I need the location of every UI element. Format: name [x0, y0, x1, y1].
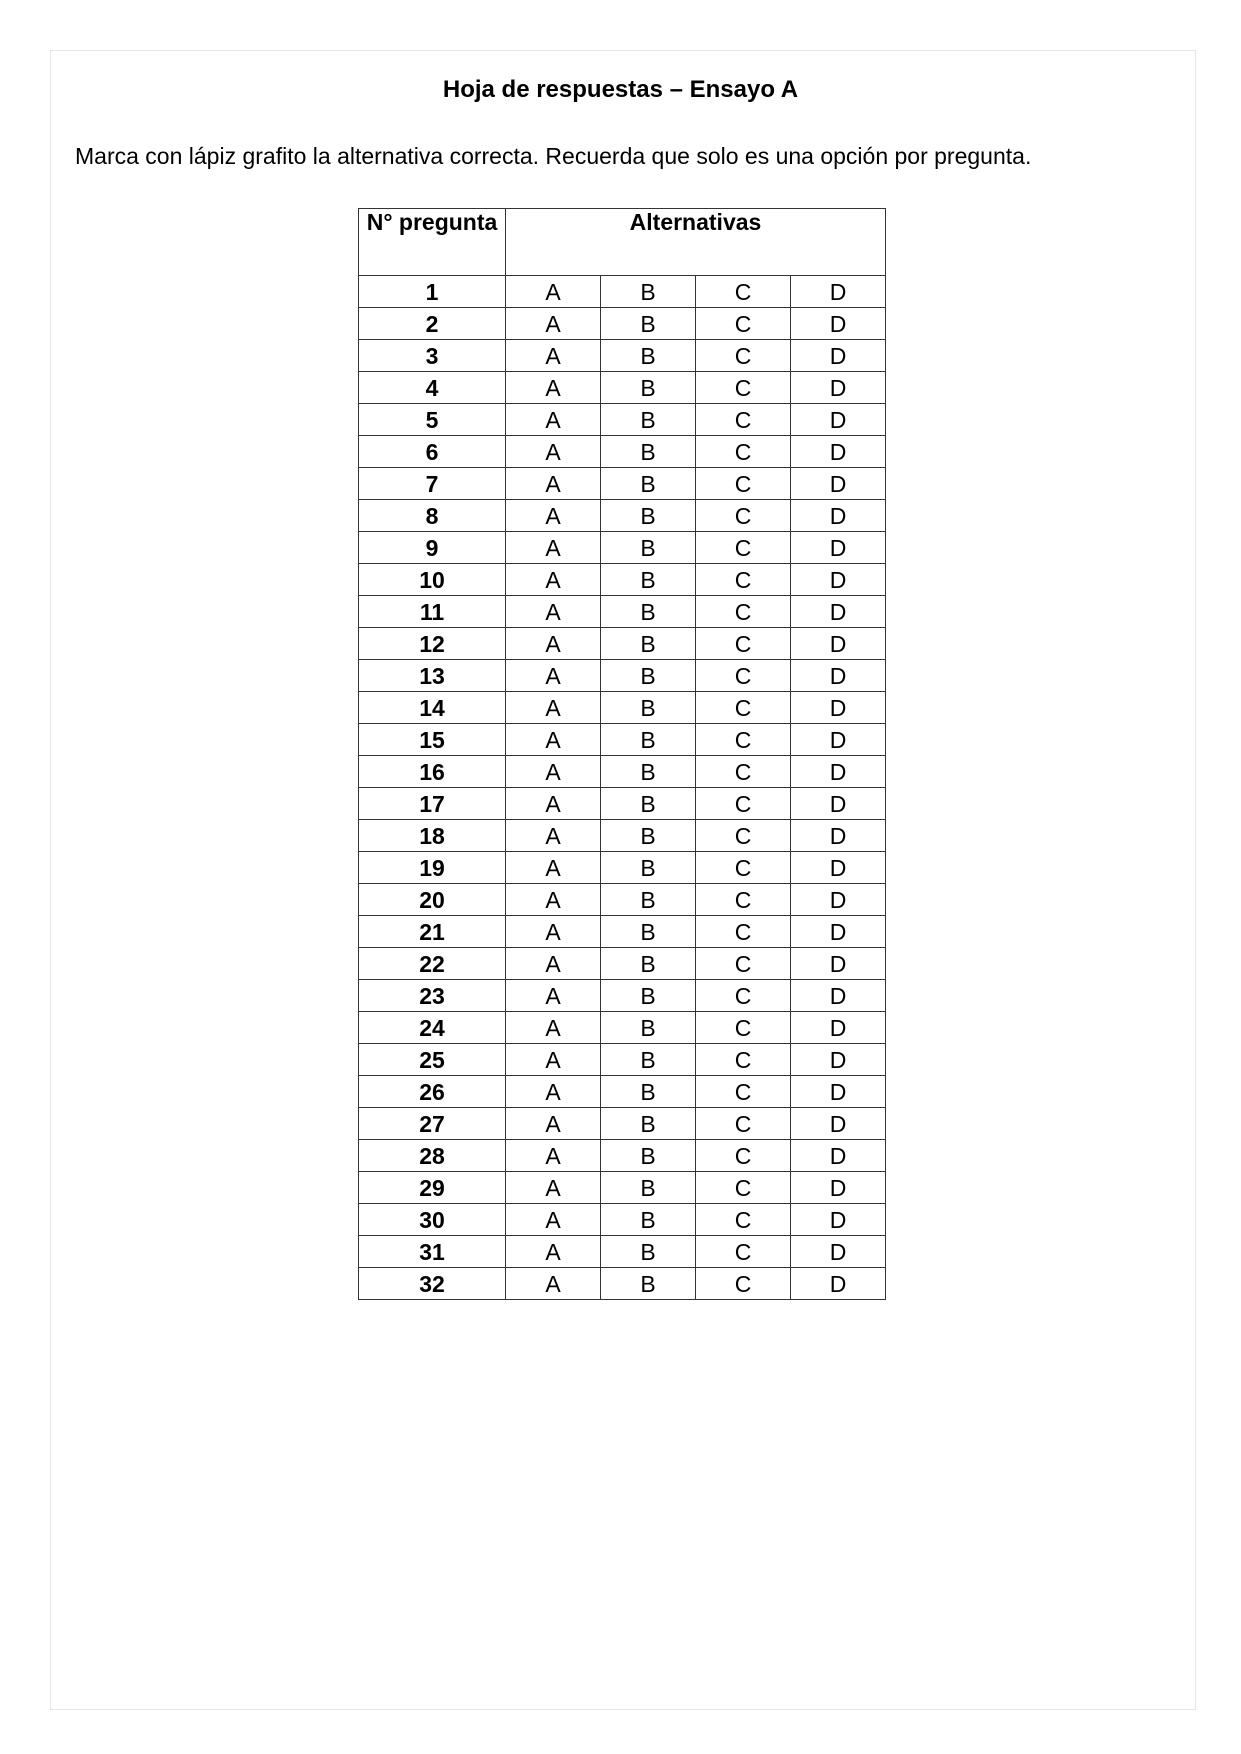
table-row — [359, 596, 886, 628]
option-a-cell[interactable]: A — [506, 1236, 601, 1268]
table-header-row — [359, 209, 886, 276]
option-c-cell[interactable]: C — [696, 596, 791, 628]
option-c-cell[interactable]: C — [696, 916, 791, 948]
option-a-cell[interactable]: A — [506, 276, 601, 308]
option-a-cell[interactable]: A — [506, 628, 601, 660]
option-d-cell[interactable]: D — [791, 820, 886, 852]
question-number: 12 — [359, 628, 506, 660]
option-a-cell[interactable]: A — [506, 1268, 601, 1300]
option-c-cell[interactable]: C — [696, 820, 791, 852]
question-number: 19 — [359, 852, 506, 884]
option-d-cell[interactable]: D — [791, 1140, 886, 1172]
option-c-cell[interactable]: C — [696, 372, 791, 404]
option-b-cell[interactable]: B — [601, 724, 696, 756]
option-b-cell[interactable]: B — [601, 372, 696, 404]
option-d-cell[interactable]: D — [791, 916, 886, 948]
option-c-cell[interactable]: C — [696, 276, 791, 308]
option-d-cell[interactable]: D — [791, 1012, 886, 1044]
option-a-cell[interactable]: A — [506, 596, 601, 628]
table-row — [359, 1236, 886, 1268]
table-row — [359, 1108, 886, 1140]
question-number-header: N° pregunta — [359, 209, 506, 276]
option-c-cell[interactable]: C — [696, 660, 791, 692]
option-d-cell[interactable]: D — [791, 756, 886, 788]
table-row — [359, 340, 886, 372]
option-d-cell[interactable]: D — [791, 948, 886, 980]
table-row — [359, 692, 886, 724]
option-d-cell[interactable]: D — [791, 468, 886, 500]
option-d-cell[interactable]: D — [791, 532, 886, 564]
question-number: 29 — [359, 1172, 506, 1204]
option-a-cell[interactable]: A — [506, 724, 601, 756]
page-title: Hoja de respuestas – Ensayo A — [442, 76, 799, 103]
option-d-cell[interactable]: D — [791, 372, 886, 404]
option-d-cell[interactable]: D — [791, 404, 886, 436]
option-b-cell[interactable]: B — [601, 852, 696, 884]
option-b-cell[interactable]: B — [601, 980, 696, 1012]
answer-sheet-table — [358, 208, 886, 1300]
option-a-cell[interactable]: A — [506, 340, 601, 372]
option-c-cell[interactable]: C — [696, 532, 791, 564]
question-number: 25 — [359, 1044, 506, 1076]
option-a-cell[interactable]: A — [506, 756, 601, 788]
question-number: 9 — [359, 532, 506, 564]
option-c-cell[interactable]: C — [696, 788, 791, 820]
table-row — [359, 500, 886, 532]
option-c-cell[interactable]: C — [696, 1172, 791, 1204]
option-b-cell[interactable]: B — [601, 468, 696, 500]
option-b-cell[interactable]: B — [601, 820, 696, 852]
option-b-cell[interactable]: B — [601, 500, 696, 532]
option-b-cell[interactable]: B — [601, 564, 696, 596]
option-b-cell[interactable]: B — [601, 948, 696, 980]
option-a-cell[interactable]: A — [506, 1172, 601, 1204]
option-a-cell[interactable]: A — [506, 1076, 601, 1108]
option-d-cell[interactable]: D — [791, 884, 886, 916]
option-c-cell[interactable]: C — [696, 1204, 791, 1236]
question-number: 8 — [359, 500, 506, 532]
table-row — [359, 884, 886, 916]
option-c-cell[interactable]: C — [696, 1140, 791, 1172]
option-a-cell[interactable]: A — [506, 372, 601, 404]
table-row — [359, 916, 886, 948]
option-a-cell[interactable]: A — [506, 884, 601, 916]
question-number: 23 — [359, 980, 506, 1012]
option-d-cell[interactable]: D — [791, 1076, 886, 1108]
option-a-cell[interactable]: A — [506, 1108, 601, 1140]
table-row — [359, 948, 886, 980]
question-number: 10 — [359, 564, 506, 596]
option-a-cell[interactable]: A — [506, 948, 601, 980]
option-b-cell[interactable]: B — [601, 1108, 696, 1140]
option-c-cell[interactable]: C — [696, 1012, 791, 1044]
option-b-cell[interactable]: B — [601, 340, 696, 372]
option-b-cell[interactable]: B — [601, 884, 696, 916]
table-row — [359, 1076, 886, 1108]
option-c-cell[interactable]: C — [696, 1076, 791, 1108]
table-row — [359, 980, 886, 1012]
question-number: 24 — [359, 1012, 506, 1044]
question-number: 18 — [359, 820, 506, 852]
option-d-cell[interactable]: D — [791, 1236, 886, 1268]
table-row — [359, 1172, 886, 1204]
question-number: 21 — [359, 916, 506, 948]
question-number: 1 — [359, 276, 506, 308]
table-row — [359, 276, 886, 308]
option-a-cell[interactable]: A — [506, 308, 601, 340]
option-c-cell[interactable]: C — [696, 980, 791, 1012]
option-a-cell[interactable]: A — [506, 1044, 601, 1076]
question-number: 15 — [359, 724, 506, 756]
instructions-text: Marca con lápiz grafito la alternativa correcta. Recuerda que solo es una opción por pregunta. — [75, 143, 1032, 169]
question-number: 14 — [359, 692, 506, 724]
option-d-cell[interactable]: D — [791, 788, 886, 820]
option-a-cell[interactable]: A — [506, 436, 601, 468]
table-row — [359, 1140, 886, 1172]
option-b-cell[interactable]: B — [601, 1172, 696, 1204]
option-b-cell[interactable]: B — [601, 756, 696, 788]
question-number: 27 — [359, 1108, 506, 1140]
table-row — [359, 852, 886, 884]
option-b-cell[interactable]: B — [601, 1204, 696, 1236]
option-b-cell[interactable]: B — [601, 404, 696, 436]
question-number: 11 — [359, 596, 506, 628]
option-b-cell[interactable]: B — [601, 308, 696, 340]
question-number: 5 — [359, 404, 506, 436]
option-a-cell[interactable]: A — [506, 660, 601, 692]
option-c-cell[interactable]: C — [696, 1044, 791, 1076]
table-row — [359, 756, 886, 788]
option-b-cell[interactable]: B — [601, 1236, 696, 1268]
option-d-cell[interactable]: D — [791, 564, 886, 596]
option-a-cell[interactable]: A — [506, 1204, 601, 1236]
option-c-cell[interactable]: C — [696, 436, 791, 468]
option-b-cell[interactable]: B — [601, 628, 696, 660]
option-a-cell[interactable]: A — [506, 404, 601, 436]
option-c-cell[interactable]: C — [696, 1268, 791, 1300]
option-d-cell[interactable]: D — [791, 596, 886, 628]
option-b-cell[interactable]: B — [601, 788, 696, 820]
option-b-cell[interactable]: B — [601, 1044, 696, 1076]
question-number: 3 — [359, 340, 506, 372]
option-a-cell[interactable]: A — [506, 532, 601, 564]
table-row — [359, 820, 886, 852]
question-number: 30 — [359, 1204, 506, 1236]
table-row — [359, 372, 886, 404]
option-d-cell[interactable]: D — [791, 1044, 886, 1076]
option-d-cell[interactable]: D — [791, 1108, 886, 1140]
question-number: 16 — [359, 756, 506, 788]
question-number: 22 — [359, 948, 506, 980]
table-row — [359, 724, 886, 756]
question-number: 28 — [359, 1140, 506, 1172]
question-number: 32 — [359, 1268, 506, 1300]
option-d-cell[interactable]: D — [791, 1268, 886, 1300]
option-a-cell[interactable]: A — [506, 500, 601, 532]
option-d-cell[interactable]: D — [791, 692, 886, 724]
option-b-cell[interactable]: B — [601, 1012, 696, 1044]
option-d-cell[interactable]: D — [791, 660, 886, 692]
option-d-cell[interactable]: D — [791, 1172, 886, 1204]
option-a-cell[interactable]: A — [506, 980, 601, 1012]
option-b-cell[interactable]: B — [601, 1268, 696, 1300]
option-b-cell[interactable]: B — [601, 660, 696, 692]
table-row — [359, 1204, 886, 1236]
option-b-cell[interactable]: B — [601, 276, 696, 308]
option-a-cell[interactable]: A — [506, 820, 601, 852]
question-number: 17 — [359, 788, 506, 820]
table-row — [359, 436, 886, 468]
option-a-cell[interactable]: A — [506, 916, 601, 948]
option-c-cell[interactable]: C — [696, 852, 791, 884]
option-d-cell[interactable]: D — [791, 1204, 886, 1236]
option-b-cell[interactable]: B — [601, 1076, 696, 1108]
option-b-cell[interactable]: B — [601, 596, 696, 628]
question-number: 20 — [359, 884, 506, 916]
option-c-cell[interactable]: C — [696, 468, 791, 500]
question-number: 6 — [359, 436, 506, 468]
option-b-cell[interactable]: B — [601, 436, 696, 468]
option-d-cell[interactable]: D — [791, 500, 886, 532]
option-c-cell[interactable]: C — [696, 1236, 791, 1268]
answer-rows — [359, 276, 886, 1300]
question-number: 31 — [359, 1236, 506, 1268]
option-a-cell[interactable]: A — [506, 564, 601, 596]
table-row — [359, 564, 886, 596]
question-number: 4 — [359, 372, 506, 404]
option-d-cell[interactable]: D — [791, 628, 886, 660]
table-row — [359, 788, 886, 820]
option-a-cell[interactable]: A — [506, 852, 601, 884]
option-c-cell[interactable]: C — [696, 884, 791, 916]
option-a-cell[interactable]: A — [506, 692, 601, 724]
option-a-cell[interactable]: A — [506, 1140, 601, 1172]
option-b-cell[interactable]: B — [601, 692, 696, 724]
table-row — [359, 308, 886, 340]
option-d-cell[interactable]: D — [791, 852, 886, 884]
option-d-cell[interactable]: D — [791, 436, 886, 468]
table-row — [359, 468, 886, 500]
table-row — [359, 1012, 886, 1044]
option-c-cell[interactable]: C — [696, 500, 791, 532]
option-a-cell[interactable]: A — [506, 468, 601, 500]
option-b-cell[interactable]: B — [601, 532, 696, 564]
option-d-cell[interactable]: D — [791, 340, 886, 372]
option-c-cell[interactable]: C — [696, 628, 791, 660]
option-d-cell[interactable]: D — [791, 308, 886, 340]
table-row — [359, 1044, 886, 1076]
option-a-cell[interactable]: A — [506, 1012, 601, 1044]
alternatives-header: Alternativas — [506, 209, 886, 276]
option-c-cell[interactable]: C — [696, 724, 791, 756]
question-number: 7 — [359, 468, 506, 500]
question-number: 2 — [359, 308, 506, 340]
option-c-cell[interactable]: C — [696, 564, 791, 596]
option-b-cell[interactable]: B — [601, 1140, 696, 1172]
option-c-cell[interactable]: C — [696, 692, 791, 724]
table-row — [359, 404, 886, 436]
option-d-cell[interactable]: D — [791, 276, 886, 308]
question-number: 13 — [359, 660, 506, 692]
option-b-cell[interactable]: B — [601, 916, 696, 948]
option-d-cell[interactable]: D — [791, 724, 886, 756]
table-row — [359, 628, 886, 660]
table-row — [359, 660, 886, 692]
option-a-cell[interactable]: A — [506, 788, 601, 820]
option-d-cell[interactable]: D — [791, 980, 886, 1012]
option-c-cell[interactable]: C — [696, 404, 791, 436]
table-row — [359, 1268, 886, 1300]
question-number: 26 — [359, 1076, 506, 1108]
option-c-cell[interactable]: C — [696, 340, 791, 372]
option-c-cell[interactable]: C — [696, 948, 791, 980]
table-row — [359, 532, 886, 564]
option-c-cell[interactable]: C — [696, 308, 791, 340]
option-c-cell[interactable]: C — [696, 756, 791, 788]
option-c-cell[interactable]: C — [696, 1108, 791, 1140]
